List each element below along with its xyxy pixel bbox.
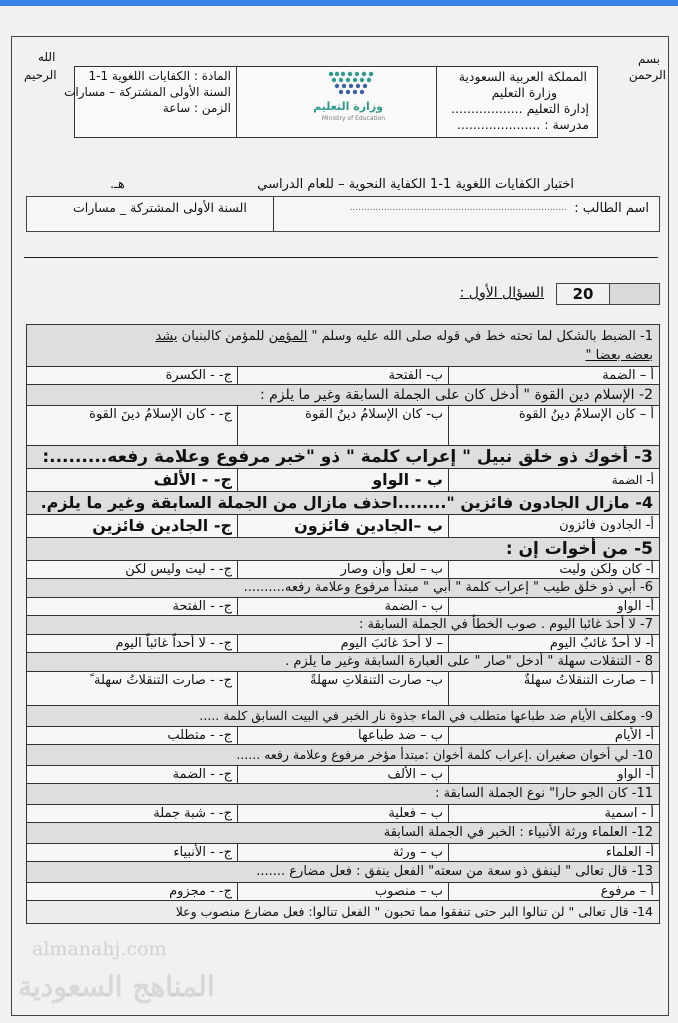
option-b[interactable]: ب - الواو <box>237 469 448 491</box>
question-4-options <box>27 515 659 538</box>
education-admin-text: إدارة التعليم .................. <box>451 101 589 116</box>
student-name-field[interactable]: ............................................................................ <box>349 203 567 213</box>
question-12-options <box>27 844 659 862</box>
school-text: مدرسة : ..................... <box>456 117 589 132</box>
question-11: 11- كان الجو حارا" نوع الجملة السابقة : <box>27 784 659 805</box>
option-b[interactable]: ب – لعل وأن وصار <box>237 561 448 578</box>
top-accent-bar <box>0 0 678 6</box>
section-title: السؤال الأول : <box>459 285 544 301</box>
question-13: 13- قال تعالى " لينفق ذو سعة من سعته" الفعل ينفق : فعل مضارع ....... <box>27 862 659 883</box>
question-7-options <box>27 635 659 653</box>
option-a[interactable]: أ- كان ولكن وليت <box>448 561 659 578</box>
question-4: 4- مازال الجادون فائزين "........احذف مازال من الجملة السابقة وغير ما يلزم. <box>27 492 659 515</box>
question-8-options <box>27 672 659 706</box>
exam-title: اختبار الكفايات اللغوية 1-1 الكفاية النحوية – للعام الدراسي <box>257 177 574 192</box>
option-a[interactable]: أ- الواو <box>448 598 659 615</box>
question-7: 7- لا أحدَ غائبا اليوم . صوب الخطأ في الجملة السابقة : <box>27 616 659 635</box>
option-a[interactable]: أ – الضمة <box>448 367 659 384</box>
watermark-site: almanahj.com <box>32 938 167 960</box>
option-c[interactable]: ج- - متطلب <box>167 728 232 743</box>
score-box <box>556 283 660 305</box>
option-b[interactable]: ب – الألف <box>237 766 448 783</box>
question-5: 5- من أخوات إن : <box>27 538 659 561</box>
option-a[interactable]: أ- العلماء <box>448 844 659 861</box>
option-c[interactable]: ج- - الكسرة <box>165 368 232 383</box>
basmala-left-1: الله <box>38 50 56 64</box>
ministry-logo <box>313 69 391 127</box>
option-c[interactable]: ج- - الضمة <box>172 767 232 782</box>
question-3: 3- أخوك ذو خلق نبيل " إعراب كلمة " ذو "خبر مرفوع وعلامة رفعه.........: <box>27 446 659 469</box>
question-10-options <box>27 766 659 784</box>
logo-dots-icon <box>321 69 391 103</box>
question-3-options <box>27 469 659 492</box>
option-a[interactable]: أ - اسمية <box>448 805 659 822</box>
question-2: 2- الإسلام دين القوة " أدخل كان على الجملة السابقة وغير ما يلزم : <box>27 385 659 406</box>
grade-text: السنة الأولى المشتركة – مسارات <box>64 85 231 99</box>
option-c[interactable]: ج- - ليت وليس لكن <box>125 562 232 577</box>
option-c[interactable]: ج- - كان الإسلامُ دينَ القوة <box>89 407 232 422</box>
question-5-options <box>27 561 659 579</box>
option-a[interactable]: أ- الضمة <box>448 469 659 491</box>
option-c[interactable]: ج- - شبة جملة <box>153 806 232 821</box>
questions-table <box>26 324 660 924</box>
student-name-box <box>26 196 660 232</box>
basmala-right-2: الرحمن <box>628 68 666 82</box>
option-c[interactable]: ج- الجادين فائزين <box>92 516 232 535</box>
option-b[interactable]: – لا أحدَ غائبَ اليوم <box>237 635 448 652</box>
option-b[interactable]: ب- الفتحة <box>237 367 448 384</box>
question-9-options <box>27 727 659 745</box>
subject-text: المادة : الكفايات اللغوية 1-1 <box>88 69 231 83</box>
option-c[interactable]: ج- - الأنبياء <box>173 845 232 860</box>
logo-text: وزارة التعليم <box>313 100 383 113</box>
ministry-text: وزارة التعليم <box>491 85 557 100</box>
question-2-options <box>27 406 659 446</box>
basmala-right-1: بسم <box>637 52 660 66</box>
option-b[interactable]: ب – ضد طباعها <box>237 727 448 744</box>
option-b[interactable]: ب – منصوب <box>237 883 448 900</box>
exam-year-suffix: هـ. <box>110 177 125 192</box>
option-b[interactable]: ب – ورثة <box>237 844 448 861</box>
option-a[interactable]: أ – مرفوع <box>448 883 659 900</box>
divider-line <box>24 257 658 258</box>
score-value: 20 <box>557 284 610 304</box>
student-name-label: اسم الطالب : <box>574 201 649 216</box>
option-c[interactable]: ج- - لا أحداً غائباً اليوم <box>115 636 232 651</box>
time-text: الزمن : ساعة <box>162 101 231 115</box>
kingdom-text: المملكة العربية السعودية <box>458 69 587 84</box>
option-b[interactable]: ب - الضمة <box>237 598 448 615</box>
option-a[interactable]: أ- لا أحدٌ غائبٌ اليوم <box>448 635 659 652</box>
question-6-options <box>27 598 659 616</box>
option-a[interactable]: أ- الأيام <box>448 727 659 744</box>
question-11-options <box>27 805 659 823</box>
grade-label: السنة الأولى المشتركة _ مسارات <box>73 200 247 215</box>
question-10: 10- لي أخوان صغيران .إعراب كلمة أخوان :مبتدأ مؤخر مرفوع وعلامة رفعه ...... <box>27 745 659 766</box>
option-b[interactable]: ب- صارت التنقلاتِ سهلةً <box>237 672 448 705</box>
logo-subtext: Ministry of Education <box>321 115 385 122</box>
watermark-arabic: المناهج السعودية <box>18 970 215 1003</box>
option-a[interactable]: أ – صارت التنقلاتُ سهلةٌ <box>448 672 659 705</box>
option-a[interactable]: أ – كان الإسلامُ دينُ القوة <box>448 406 659 445</box>
question-1-options <box>27 367 659 385</box>
option-a[interactable]: أ- الجادون فائزون <box>448 515 659 537</box>
header-box <box>64 66 598 138</box>
question-1: 1- الضبط بالشكل لما تحته خط في قوله صلى الله عليه وسلم " المؤمن للمؤمن كالبنيان يشد بعضه بعضا " <box>27 325 659 367</box>
option-a[interactable]: أ- الواو <box>448 766 659 783</box>
option-c[interactable]: ج- - مجزوم <box>169 884 232 899</box>
question-12: 12- العلماء ورثة الأنبياء : الخبر في الجملة السابقة <box>27 823 659 844</box>
question-8: 8 - التنقلات سهلة " أدخل "صار " على العبارة السابقة وغير ما يلزم . <box>27 653 659 672</box>
question-13-options <box>27 883 659 901</box>
option-b[interactable]: ب- كان الإسلامُ دينُ القوة <box>237 406 448 445</box>
question-9: 9- ومكلف الأيام ضد طباعها متطلب في الماء جذوة نار الخبر في البيت السابق كلمة ..... <box>27 706 659 727</box>
option-c[interactable]: ج- - صارت التنقلاتُ سهلة ً <box>90 673 232 688</box>
option-b[interactable]: ب –الجادين فائزون <box>237 515 448 537</box>
question-14: 14- قال تعالى " لن تنالوا البر حتى تنفقوا مما تحبون " الفعل تنالوا: فعل مضارع منصوب وعلا <box>27 901 659 923</box>
option-c[interactable]: ج- - الألف <box>153 470 232 489</box>
option-c[interactable]: ج- - الفتحة <box>172 599 232 614</box>
basmala-left-2: الرحيم <box>24 68 57 82</box>
question-6: 6- أبي ذو خلق طيب " إعراب كلمة " أبي " مبتدأ مرفوع وعلامة رفعه.......... <box>27 579 659 598</box>
option-b[interactable]: ب – فعلية <box>237 805 448 822</box>
